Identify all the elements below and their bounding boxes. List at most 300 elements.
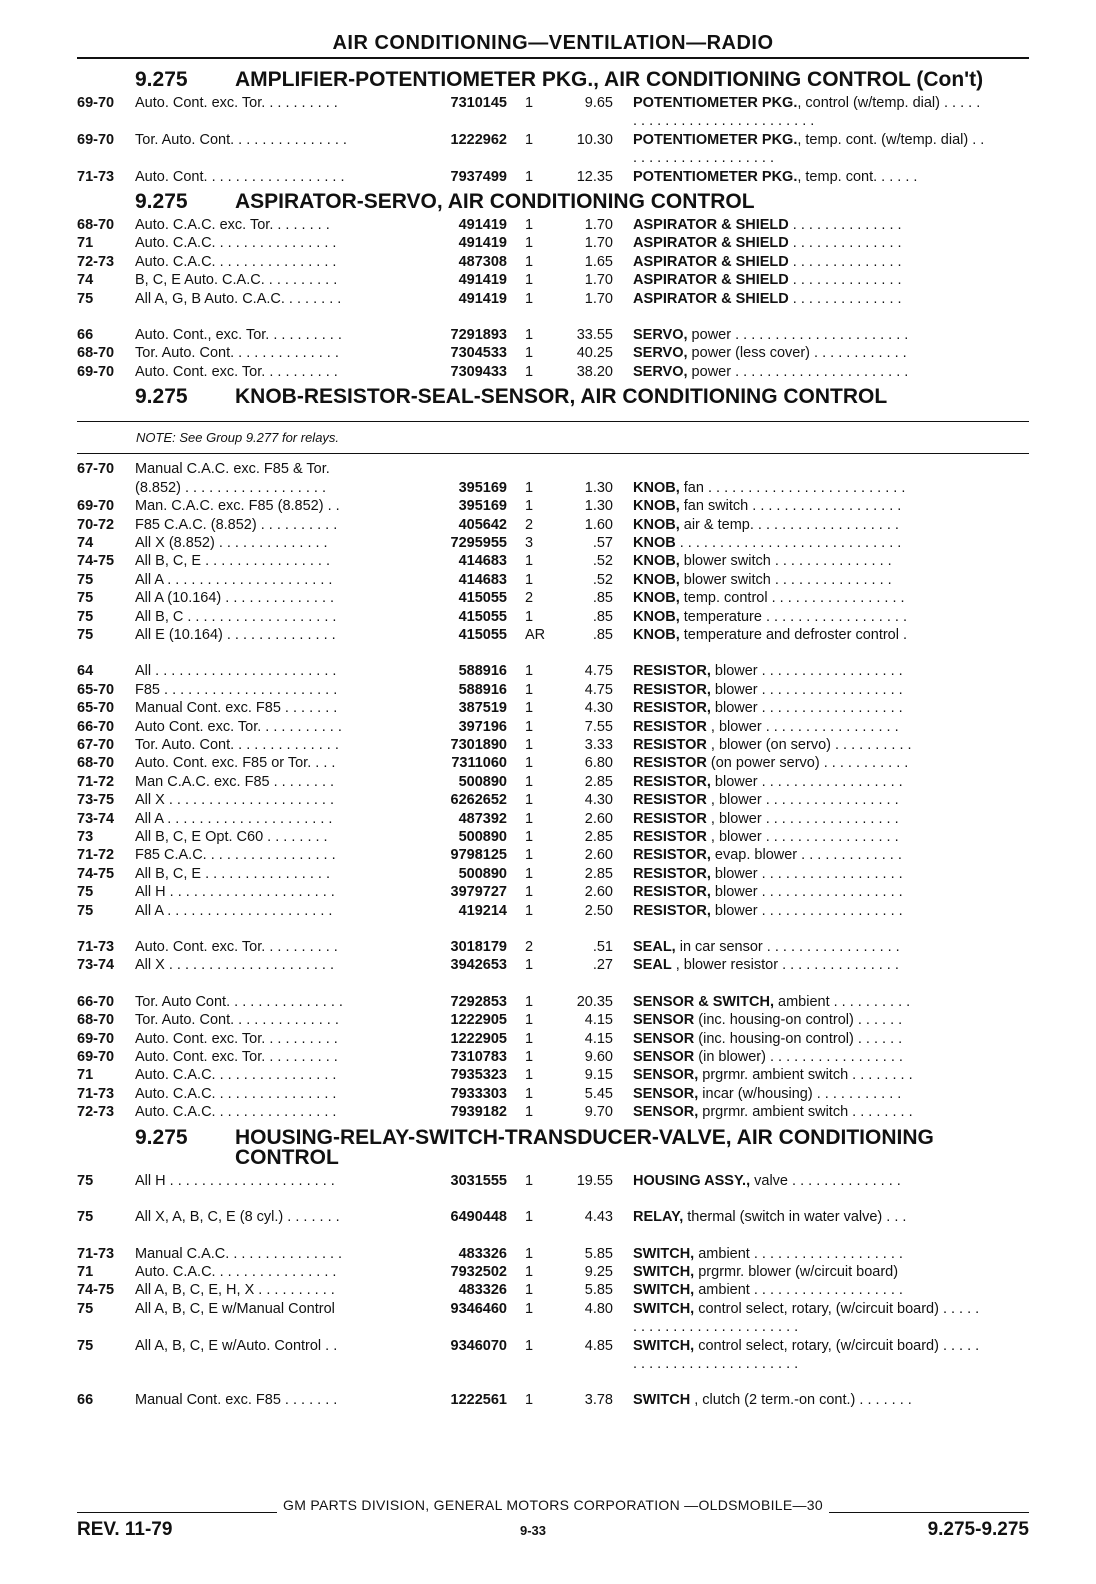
part-number: 6262652 bbox=[450, 792, 507, 809]
row-spacer bbox=[77, 1373, 1029, 1391]
part-detail: blower . . . . . . . . . . . . . . . . . . bbox=[710, 773, 903, 790]
part-keyword: KNOB, bbox=[633, 479, 680, 496]
model-years: 75 bbox=[77, 590, 94, 607]
part-description bbox=[633, 234, 985, 252]
part-number: 500890 bbox=[458, 865, 507, 882]
price: 1.60 bbox=[584, 516, 613, 533]
model-years: 71-72 bbox=[77, 847, 115, 864]
part-description bbox=[633, 938, 985, 956]
application: Auto Cont. exc. Tor. . . . . . . . . . . bbox=[135, 718, 342, 735]
row-spacer bbox=[77, 975, 1029, 993]
part-description bbox=[633, 791, 985, 809]
quantity: 1 bbox=[525, 571, 534, 588]
parts-row bbox=[77, 1048, 1029, 1066]
part-detail: blower . . . . . . . . . . . . . . . . . . bbox=[710, 700, 903, 717]
part-keyword: RESISTOR, bbox=[633, 681, 711, 698]
price: 4.75 bbox=[584, 681, 613, 698]
price: 2.50 bbox=[584, 902, 613, 919]
quantity: 1 bbox=[525, 168, 534, 185]
part-keyword: SENSOR bbox=[633, 1049, 695, 1066]
part-detail: , blower . . . . . . . . . . . . . . . . . bbox=[706, 810, 899, 827]
application: All . . . . . . . . . . . . . . . . . . . . . . . bbox=[135, 663, 337, 680]
application: Auto. C.A.C. . . . . . . . . . . . . . . . bbox=[135, 1085, 337, 1102]
price: 40.25 bbox=[576, 345, 613, 362]
application: All E (10.164) . . . . . . . . . . . . . . bbox=[135, 626, 336, 643]
part-detail: , blower (on servo) . . . . . . . . . . bbox=[706, 736, 912, 753]
part-description bbox=[633, 271, 985, 289]
price: 19.55 bbox=[576, 1172, 613, 1189]
section-number: 9.275 bbox=[135, 385, 188, 409]
quantity: 1 bbox=[525, 993, 534, 1010]
price: 2.85 bbox=[584, 773, 613, 790]
part-description bbox=[633, 1245, 985, 1263]
model-years: 75 bbox=[77, 1172, 94, 1189]
part-number: 1222962 bbox=[450, 131, 507, 148]
model-years: 65-70 bbox=[77, 700, 115, 717]
price: 2.60 bbox=[584, 810, 613, 827]
price: 7.55 bbox=[584, 718, 613, 735]
catalog-section bbox=[77, 70, 1029, 186]
model-years: 69-70 bbox=[77, 95, 115, 111]
application: Man C.A.C. exc. F85 . . . . . . . . bbox=[135, 773, 335, 790]
application: All X . . . . . . . . . . . . . . . . . . . . . bbox=[135, 957, 335, 974]
application: Auto. Cont. . . . . . . . . . . . . . . . . . bbox=[135, 168, 345, 185]
part-number: 415055 bbox=[458, 590, 507, 607]
part-detail: ambient . . . . . . . . . . bbox=[773, 993, 911, 1010]
part-keyword: KNOB bbox=[633, 534, 676, 551]
parts-row bbox=[77, 883, 1029, 901]
part-description bbox=[633, 1048, 985, 1066]
parts-row bbox=[77, 589, 1029, 607]
model-years: 69-70 bbox=[77, 498, 115, 515]
part-detail: valve . . . . . . . . . . . . . . bbox=[750, 1172, 901, 1189]
part-keyword: KNOB, bbox=[633, 590, 680, 607]
model-years: 70-72 bbox=[77, 516, 115, 533]
model-years: 73-74 bbox=[77, 957, 115, 974]
quantity: 1 bbox=[525, 810, 534, 827]
part-keyword: SENSOR bbox=[633, 1012, 695, 1029]
section-heading bbox=[77, 70, 1029, 90]
part-detail: ambient . . . . . . . . . . . . . . . . . . . bbox=[694, 1245, 903, 1262]
part-keyword: SENSOR, bbox=[633, 1067, 699, 1084]
model-years: 66 bbox=[77, 1392, 94, 1409]
part-number: 415055 bbox=[458, 608, 507, 625]
parts-row bbox=[77, 479, 1029, 497]
price: 1.30 bbox=[584, 498, 613, 515]
model-years: 67-70 bbox=[77, 461, 115, 478]
part-description bbox=[633, 718, 985, 736]
part-keyword: SERVO, bbox=[633, 345, 688, 362]
application: Tor. Auto. Cont. . . . . . . . . . . . . . . bbox=[135, 131, 347, 148]
part-keyword: RESISTOR, bbox=[633, 847, 711, 864]
quantity: 1 bbox=[525, 1300, 534, 1317]
part-description bbox=[633, 216, 985, 234]
quantity: 1 bbox=[525, 755, 534, 772]
part-description bbox=[633, 883, 985, 901]
part-keyword: RESISTOR bbox=[633, 792, 707, 809]
part-number: 7309433 bbox=[450, 363, 507, 380]
model-years: 69-70 bbox=[77, 1030, 115, 1047]
part-number: 7311060 bbox=[451, 755, 507, 772]
part-number: 414683 bbox=[458, 571, 507, 588]
price: 1.70 bbox=[584, 290, 613, 307]
part-number: 487308 bbox=[458, 253, 507, 270]
quantity: 2 bbox=[525, 939, 534, 956]
part-keyword: ASPIRATOR & SHIELD bbox=[633, 235, 789, 252]
parts-row bbox=[77, 902, 1029, 920]
model-years: 68-70 bbox=[77, 1012, 115, 1029]
part-keyword: ASPIRATOR & SHIELD bbox=[633, 217, 789, 234]
parts-row bbox=[77, 865, 1029, 883]
application: All X . . . . . . . . . . . . . . . . . . . . . bbox=[135, 792, 335, 809]
quantity: 1 bbox=[525, 1245, 534, 1262]
parts-row bbox=[77, 290, 1029, 308]
price: 5.85 bbox=[584, 1245, 613, 1262]
row-spacer bbox=[77, 1190, 1029, 1208]
part-number: 3979727 bbox=[450, 884, 507, 901]
section-title: AMPLIFIER-POTENTIOMETER PKG., AIR CONDITIONING CONTROL (Con't) bbox=[235, 68, 984, 91]
part-detail: control select, rotary, (w/circuit board) . . . . . . . . . . . . . . . . . . . . . . . . . . bbox=[633, 1300, 980, 1336]
parts-row bbox=[77, 1263, 1029, 1281]
price: 10.30 bbox=[576, 131, 613, 148]
application: All X, A, B, C, E (8 cyl.) . . . . . . . bbox=[135, 1209, 340, 1226]
part-keyword: POTENTIOMETER PKG. bbox=[633, 168, 798, 185]
price: 20.35 bbox=[576, 993, 613, 1010]
model-years: 71-73 bbox=[77, 939, 115, 956]
parts-row bbox=[77, 938, 1029, 956]
quantity: AR bbox=[525, 626, 546, 643]
part-detail: power (less cover) . . . . . . . . . . . . bbox=[687, 345, 907, 362]
part-description bbox=[633, 608, 985, 626]
parts-row bbox=[77, 234, 1029, 252]
model-years: 74 bbox=[77, 272, 94, 289]
part-number: 7291893 bbox=[450, 327, 507, 344]
part-keyword: RESISTOR, bbox=[633, 902, 711, 919]
part-detail: thermal (switch in water valve) . . . bbox=[683, 1209, 907, 1226]
part-description bbox=[633, 1066, 985, 1084]
application: Tor. Auto Cont. . . . . . . . . . . . . . . bbox=[135, 993, 343, 1010]
part-description bbox=[633, 363, 985, 381]
model-years: 72-73 bbox=[77, 1104, 115, 1121]
quantity: 1 bbox=[525, 95, 534, 111]
application: Manual Cont. exc. F85 . . . . . . . bbox=[135, 1392, 338, 1409]
part-number: 3031555 bbox=[450, 1172, 507, 1189]
part-detail: prgrmr. ambient switch . . . . . . . . bbox=[698, 1067, 913, 1084]
part-detail: , clutch (2 term.-on cont.) . . . . . . . bbox=[690, 1392, 912, 1409]
part-description bbox=[633, 1263, 985, 1281]
quantity: 1 bbox=[525, 663, 534, 680]
application: Auto. Cont. exc. Tor. . . . . . . . . . bbox=[135, 1049, 338, 1066]
quantity: 1 bbox=[525, 829, 534, 845]
part-keyword: SEAL, bbox=[633, 939, 676, 956]
part-detail: fan . . . . . . . . . . . . . . . . . . . . . . . . . bbox=[679, 479, 906, 496]
part-keyword: KNOB, bbox=[633, 553, 680, 570]
application: Auto. Cont. exc. Tor. . . . . . . . . . bbox=[135, 1030, 338, 1047]
model-years: 66 bbox=[77, 327, 94, 344]
quantity: 1 bbox=[525, 608, 534, 625]
section-number: 9.275 bbox=[135, 1125, 188, 1149]
part-number: 487392 bbox=[458, 810, 507, 827]
parts-row bbox=[77, 168, 1029, 186]
footer-group-range: 9.275-9.275 bbox=[927, 1519, 1029, 1540]
application: All B, C, E Opt. C60 . . . . . . . . bbox=[135, 829, 328, 845]
part-detail: ambient . . . . . . . . . . . . . . . . . . . bbox=[694, 1282, 903, 1299]
application: All A (10.164) . . . . . . . . . . . . . . bbox=[135, 590, 335, 607]
part-description bbox=[633, 479, 985, 497]
parts-row bbox=[77, 1391, 1029, 1409]
price: 38.20 bbox=[576, 363, 613, 380]
price: .52 bbox=[592, 553, 613, 570]
application: F85 C.A.C. (8.852) . . . . . . . . . . bbox=[135, 516, 338, 533]
application: All A . . . . . . . . . . . . . . . . . . . . . bbox=[135, 902, 333, 919]
catalog-section bbox=[77, 192, 1029, 381]
section-number: 9.275 bbox=[135, 190, 188, 214]
parts-catalog bbox=[77, 64, 1029, 1410]
part-keyword: RESISTOR bbox=[633, 810, 707, 827]
catalog-section bbox=[77, 387, 1029, 1121]
quantity: 1 bbox=[525, 327, 534, 344]
quantity: 1 bbox=[525, 1012, 534, 1029]
part-number: 7937499 bbox=[450, 168, 507, 185]
parts-row bbox=[77, 216, 1029, 234]
price: 1.70 bbox=[584, 272, 613, 289]
parts-row bbox=[77, 699, 1029, 717]
quantity: 1 bbox=[525, 700, 534, 717]
price: 1.70 bbox=[584, 217, 613, 234]
parts-row bbox=[77, 626, 1029, 644]
quantity: 1 bbox=[525, 253, 534, 270]
price: .85 bbox=[592, 608, 613, 625]
row-spacer bbox=[77, 920, 1029, 938]
part-number: 491419 bbox=[458, 217, 507, 234]
application: Manual C.A.C. exc. F85 & Tor. bbox=[135, 461, 330, 478]
price: 6.80 bbox=[584, 755, 613, 772]
model-years: 73 bbox=[77, 829, 94, 845]
part-keyword: POTENTIOMETER PKG. bbox=[633, 131, 798, 148]
application: All A . . . . . . . . . . . . . . . . . . . . . bbox=[135, 571, 333, 588]
part-number: 9346460 bbox=[450, 1300, 507, 1317]
application: Auto. Cont., exc. Tor. . . . . . . . . . bbox=[135, 327, 342, 344]
parts-row bbox=[77, 681, 1029, 699]
part-detail: , control (w/temp. dial) . . . . . . . . . . . . . . . . . . . . . . . . . . . . bbox=[633, 95, 981, 130]
price: 33.55 bbox=[576, 327, 613, 344]
part-description bbox=[633, 1208, 985, 1226]
quantity: 1 bbox=[525, 718, 534, 735]
application: Auto. Cont. exc. Tor. . . . . . . . . . bbox=[135, 363, 338, 380]
quantity: 1 bbox=[525, 902, 534, 919]
price: 2.85 bbox=[584, 829, 613, 845]
model-years: 75 bbox=[77, 571, 94, 588]
part-number: 1222561 bbox=[450, 1392, 507, 1409]
parts-row bbox=[77, 1066, 1029, 1084]
parts-row bbox=[77, 497, 1029, 515]
part-number: 7933303 bbox=[450, 1085, 507, 1102]
part-detail: blower . . . . . . . . . . . . . . . . . . bbox=[710, 902, 903, 919]
price: 9.70 bbox=[584, 1104, 613, 1121]
quantity: 1 bbox=[525, 553, 534, 570]
model-years: 67-70 bbox=[77, 736, 115, 753]
model-years: 75 bbox=[77, 1300, 94, 1317]
part-detail: power . . . . . . . . . . . . . . . . . . . . . . bbox=[687, 363, 909, 380]
part-description bbox=[633, 497, 985, 515]
part-number: 395169 bbox=[458, 479, 507, 496]
part-keyword: RESISTOR bbox=[633, 755, 707, 772]
quantity: 1 bbox=[525, 1085, 534, 1102]
part-keyword: RESISTOR, bbox=[633, 773, 711, 790]
part-number: 7935323 bbox=[450, 1067, 507, 1084]
part-keyword: SERVO, bbox=[633, 363, 688, 380]
part-description bbox=[633, 754, 985, 772]
application: Auto. C.A.C. . . . . . . . . . . . . . . . bbox=[135, 253, 337, 270]
price: 4.80 bbox=[584, 1300, 613, 1317]
application: All A, B, C, E, H, X . . . . . . . . . . bbox=[135, 1282, 335, 1299]
parts-row bbox=[77, 271, 1029, 289]
parts-row bbox=[77, 993, 1029, 1011]
part-detail: (inc. housing-on control) . . . . . . bbox=[694, 1012, 903, 1029]
part-number: 405642 bbox=[458, 516, 507, 533]
quantity: 1 bbox=[525, 865, 534, 882]
page-title: AIR CONDITIONING—VENTILATION—RADIO bbox=[77, 32, 1029, 59]
application: Auto. Cont. exc. F85 or Tor. . . . bbox=[135, 755, 336, 772]
part-number: 7932502 bbox=[450, 1263, 507, 1280]
model-years: 75 bbox=[77, 902, 94, 919]
model-years: 68-70 bbox=[77, 345, 115, 362]
model-years: 74-75 bbox=[77, 553, 115, 570]
model-years: 75 bbox=[77, 1337, 94, 1354]
price: 9.25 bbox=[584, 1263, 613, 1280]
part-keyword: POTENTIOMETER PKG. bbox=[633, 95, 798, 111]
part-number: 6490448 bbox=[450, 1209, 507, 1226]
part-description bbox=[633, 253, 985, 271]
parts-row bbox=[77, 1030, 1029, 1048]
price: 1.65 bbox=[584, 253, 613, 270]
parts-row bbox=[77, 326, 1029, 344]
part-description bbox=[633, 865, 985, 883]
application: (8.852) . . . . . . . . . . . . . . . . . . bbox=[135, 479, 326, 496]
part-keyword: RESISTOR bbox=[633, 718, 707, 735]
model-years: 71 bbox=[77, 1067, 94, 1084]
part-keyword: SWITCH, bbox=[633, 1245, 695, 1262]
application: Auto. C.A.C. . . . . . . . . . . . . . . . bbox=[135, 1067, 337, 1084]
price: 5.85 bbox=[584, 1282, 613, 1299]
part-detail: . . . . . . . . . . . . . . bbox=[788, 235, 902, 252]
part-detail: . . . . . . . . . . . . . . bbox=[788, 253, 902, 270]
quantity: 3 bbox=[525, 534, 534, 551]
part-keyword: SWITCH, bbox=[633, 1337, 695, 1354]
price: 4.15 bbox=[584, 1012, 613, 1029]
price: 4.85 bbox=[584, 1337, 613, 1354]
part-detail: . . . . . . . . . . . . . . bbox=[788, 217, 902, 234]
model-years: 74-75 bbox=[77, 1282, 115, 1299]
part-number: 9798125 bbox=[450, 847, 507, 864]
part-description bbox=[633, 956, 985, 974]
model-years: 75 bbox=[77, 608, 94, 625]
price: 4.30 bbox=[584, 792, 613, 809]
part-description bbox=[633, 1337, 985, 1374]
parts-row bbox=[77, 718, 1029, 736]
application: Auto. C.A.C. . . . . . . . . . . . . . . . bbox=[135, 1263, 337, 1280]
part-description bbox=[633, 736, 985, 754]
part-detail: temperature and defroster control . bbox=[679, 626, 908, 643]
model-years: 75 bbox=[77, 626, 94, 643]
part-keyword: ASPIRATOR & SHIELD bbox=[633, 253, 789, 270]
part-keyword: SENSOR bbox=[633, 1030, 695, 1047]
quantity: 1 bbox=[525, 1067, 534, 1084]
price: .57 bbox=[592, 534, 613, 551]
part-number: 1222905 bbox=[450, 1030, 507, 1047]
part-keyword: SWITCH, bbox=[633, 1282, 695, 1299]
quantity: 1 bbox=[525, 498, 534, 515]
quantity: 1 bbox=[525, 1337, 534, 1354]
part-number: 3018179 bbox=[450, 939, 507, 956]
part-detail: . . . . . . . . . . . . . . bbox=[788, 290, 902, 307]
part-keyword: RELAY, bbox=[633, 1209, 684, 1226]
parts-row bbox=[77, 1281, 1029, 1299]
part-number: 397196 bbox=[458, 718, 507, 735]
part-keyword: ASPIRATOR & SHIELD bbox=[633, 290, 789, 307]
parts-row bbox=[77, 1337, 1029, 1374]
quantity: 1 bbox=[525, 1392, 534, 1409]
model-years: 75 bbox=[77, 884, 94, 901]
part-description bbox=[633, 168, 985, 186]
quantity: 1 bbox=[525, 217, 534, 234]
parts-row bbox=[77, 791, 1029, 809]
price: 1.70 bbox=[584, 235, 613, 252]
section-title: KNOB-RESISTOR-SEAL-SENSOR, AIR CONDITIONING CONTROL bbox=[235, 385, 888, 409]
parts-row bbox=[77, 846, 1029, 864]
part-keyword: RESISTOR, bbox=[633, 663, 711, 680]
price: 9.60 bbox=[584, 1049, 613, 1066]
price: 9.65 bbox=[584, 95, 613, 111]
application: Auto. C.A.C. . . . . . . . . . . . . . . . bbox=[135, 1104, 337, 1121]
price: 4.75 bbox=[584, 663, 613, 680]
parts-row bbox=[77, 516, 1029, 534]
section-heading bbox=[77, 1125, 1029, 1169]
model-years: 68-70 bbox=[77, 217, 115, 234]
part-detail: in car sensor . . . . . . . . . . . . . . . . . bbox=[675, 939, 900, 956]
part-keyword: KNOB, bbox=[633, 498, 680, 515]
quantity: 1 bbox=[525, 884, 534, 901]
model-years: 64 bbox=[77, 663, 94, 680]
footer-publisher: GM PARTS DIVISION, GENERAL MOTORS CORPORATION —OLDSMOBILE—30 bbox=[77, 1497, 1029, 1513]
part-detail: power . . . . . . . . . . . . . . . . . . . . . . bbox=[687, 327, 909, 344]
part-detail: , blower . . . . . . . . . . . . . . . . . bbox=[706, 718, 899, 735]
part-description bbox=[633, 534, 985, 552]
part-description bbox=[633, 1030, 985, 1048]
parts-row bbox=[77, 1300, 1029, 1337]
footer-page-number: 9-33 bbox=[520, 1523, 547, 1538]
part-description bbox=[633, 290, 985, 308]
part-detail: (inc. housing-on control) . . . . . . bbox=[694, 1030, 903, 1047]
part-detail: temp. control . . . . . . . . . . . . . . . . . bbox=[679, 590, 905, 607]
application: Tor. Auto. Cont. . . . . . . . . . . . . . bbox=[135, 1012, 339, 1029]
part-description bbox=[633, 662, 985, 680]
part-number: 9346070 bbox=[450, 1337, 507, 1354]
quantity: 2 bbox=[525, 590, 534, 607]
section-title: ASPIRATOR-SERVO, AIR CONDITIONING CONTROL bbox=[235, 190, 755, 214]
application: All A, B, C, E w/Auto. Control . . bbox=[135, 1337, 338, 1354]
part-description bbox=[633, 1300, 985, 1337]
part-number: 419214 bbox=[458, 902, 507, 919]
application: All A, G, B Auto. C.A.C. . . . . . . . bbox=[135, 290, 342, 307]
part-number: 588916 bbox=[458, 681, 507, 698]
part-description bbox=[633, 810, 985, 828]
part-description bbox=[633, 828, 985, 846]
price: 4.43 bbox=[584, 1209, 613, 1226]
part-keyword: RESISTOR bbox=[633, 736, 707, 753]
application: Manual C.A.C. . . . . . . . . . . . . . . bbox=[135, 1245, 343, 1262]
application: Man. C.A.C. exc. F85 (8.852) . . bbox=[135, 498, 340, 515]
